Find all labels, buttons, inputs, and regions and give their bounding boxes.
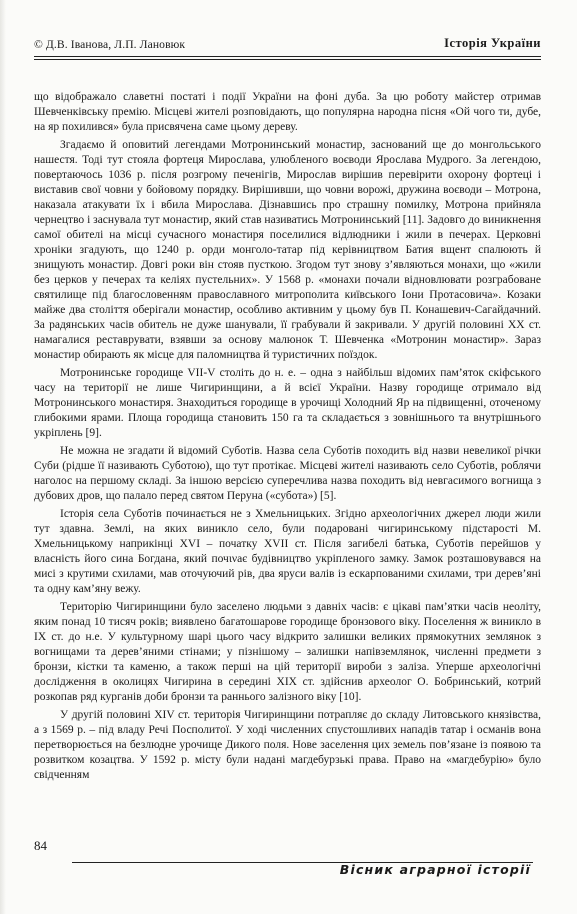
header-section-title: Історія України xyxy=(444,36,541,50)
article-body xyxy=(34,90,541,786)
footer-journal-title: Вісник аграрної історії xyxy=(339,862,531,877)
paragraph: Згадаємо й оповитий легендами Мотронинський монастир, заснований ще до монгольського нашестя. Тоді тут стояла фортеця Мирослава, улюбленого воєводи Ярослава Мудрого. За легендою, повертаючось 1036 р. після розгрому печенігів, Мирослав вирішив перевірити охорону фортеці і виставив свої човни у бойовому порядку. Вирішивши, що човни ворожі, дружина воєводи – Мотрона, наказала атакувати їх і вбила Мирослава. Дізнавшись про страшну помилку, Мотрона прийняла чернецтво і заснувала тут монастир, який став називатись Мотронинський [11]. Задовго до виникнення самої обителі на місці сучасного монастиря поселилися відлюдники і жили в печерах. Церковні хроніки згадують, що 1240 р. орди монголо-татар під керівництвом Батия вщент спалюють й знищують монастир. Довгі роки він стояв пусткою. Згодом тут знову з’являються монахи, що «жили без церков у печерах та келіях пустельних». У 1568 р. «монахи почали відновлювати розграбоване святилище під благословенням православного митрополита київського Іони Протасовича». Козаки майже два століття оберігали монастир, особливо активним у цьому був П. Конашевич-Сагайдачний. За радянських часів обитель не дуже шанували, її грабували й закривали. У другій половині ХХ ст. намагалися реставрувати, взявши за основу малюнок Т. Шевченка «Мотронин монастир». Зараз монастир обирають як місце для паломництва й туристичних поїздок. xyxy=(34,139,541,361)
paragraph: У другій половині XIV ст. територія Чигиринщини потрапляє до складу Литовського князівства, а з 1569 р. – під владу Речі Посполитої. У ході численних спустошливих нападів татар і османів вона перетворюється на безлюдне урочище Дикого поля. Нове заселення цих земель пов’язане із появою та розвитком козацтва. У 1592 р. місту були надані магдебурзькі права. Право на «магдебурію» було свідченням xyxy=(34,709,541,781)
running-header xyxy=(34,36,541,56)
paragraph: Мотронинське городище VII-V століть до н. е. – одна з найбільш відомих пам’яток скіфського часу на території не лише Чигиринщини, а й всієї України. Назву городище отримало від Мотронинського монастиря. Знаходиться городище в урочищі Холодний Яр на підвищенні, оточеному глибокими ярами. Площа городища становить 150 га та складається з зовнішнього та внутрішнього укріплень [9]. xyxy=(34,367,541,439)
paragraph: що відображало славетні постаті і події України на фоні дуба. За цю роботу майстер отримав Шевченківську премію. Місцеві жителі розповідають, що популярна народна пісня «Ой чого ти, дубе, на яр похилився» була присвячена саме цьому дереву. xyxy=(34,91,541,133)
paragraph: Історія села Суботів починається не з Хмельницьких. Згідно археологічних джерел люди жили тут здавна. Землі, на яких виникло село, були подаровані чигиринському підстарості М. Хмельницькому наприкінці XVI – початку XVII ст. Після загибелі батька, Суботів перейшов у власність його сина Богдана, який почινає будівництво укріпленого замку. Замок розташовувався на мисі з крутими схилами, мав оточуючий рів, два яруси валів із ескарпованими схилами, три дерев’яні та одну кам’яну вежу. xyxy=(34,508,541,595)
header-rule xyxy=(34,56,541,60)
page-number: 84 xyxy=(34,838,47,853)
paragraph: Не можна не згадати й відомий Суботів. Назва села Суботів походить від назви невеликої річки Суби (рідше її називають Суботою), що тут протікає. Місцеві жителі називають село Суботів, роблячи наголос на першому складі. За іншою версією суперечлива назва походить від невгасимого вогнища з дубових дров, що палало перед святом Перуна («субота») [5]. xyxy=(34,445,541,502)
paragraph: Територію Чигиринщини було заселено людьми з давніх часів: є цікаві пам’ятки часів неоліту, яким понад 10 тисяч років; виявлено багатошарове городище бронзового віку. Поселення ж виникло в IX ст. до н.е. У культурному шарі цього часу відкрито залишки великих прямокутних землянок з вогнищами та дерев’яними стінами; у пізнішому – залишки напівземлянок, численні предмети з бронзи, кістки та каменю, а також перші на цій території вироби з заліза. Уперше археологічні дослідження в околицях Чигирина в середині XIX ст. здійснив археолог О. Бобринський, котрий розкопав ряд курганів доби бронзи та раннього залізного віку [10]. xyxy=(34,601,541,703)
header-authors: © Д.В. Іванова, Л.П. Лановюк xyxy=(34,38,186,51)
